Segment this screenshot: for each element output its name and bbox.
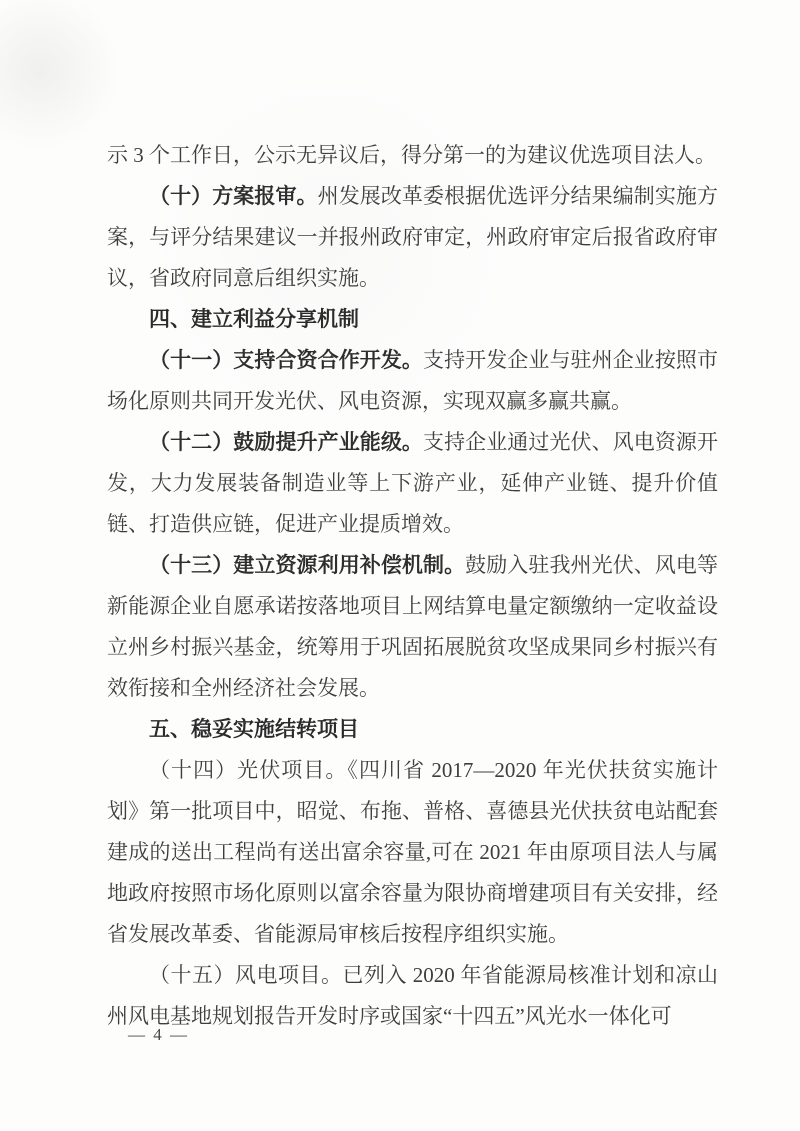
paragraph-text: 州发展改革委根据优选评分结果编制实施方案，与评分结果建议一并报州政府审定，州政府审定后报省政府审议，省政府同意后组织实施。 <box>107 184 719 290</box>
section-heading-5: 五、稳妥实施结转项目 <box>149 718 359 741</box>
paragraph-carryover: 示 3 个工作日，公示无异议后，得分第一的为建议优选项目法人。 <box>107 143 716 167</box>
paragraph-item-14 <box>107 750 718 955</box>
paragraph-lead: （十三）建立资源利用补偿机制。 <box>149 554 466 577</box>
paragraph-text: 已列入 2020 年省能源局核准计划和凉山州风电基地规划报告开发时序或国家“十四五”风光水一体化可 <box>107 963 718 1028</box>
paragraph-item-15 <box>107 955 718 1037</box>
document-body <box>107 135 718 1037</box>
paragraph-item-10 <box>107 176 718 299</box>
paragraph-item-13 <box>107 545 718 709</box>
paragraph-item-11 <box>107 340 718 422</box>
section-heading-4: 四、建立利益分享机制 <box>149 308 359 331</box>
paragraph-lead: （十）方案报审。 <box>149 185 318 208</box>
paragraph-lead: （十五）风电项目。 <box>149 963 343 987</box>
page-number: — 4 — <box>128 1025 189 1044</box>
paragraph-text: 支持开发企业与驻州企业按照市场化原则共同开发光伏、风电资源，实现双赢多赢共赢。 <box>107 348 718 413</box>
paragraph-lead: （十二）鼓励提升产业能级。 <box>149 431 423 454</box>
paragraph-lead: （十四）光伏项目。 <box>149 758 348 782</box>
paragraph-lead: （十一）支持合资合作开发。 <box>149 349 423 372</box>
paragraph-item-12 <box>107 422 718 545</box>
paragraph-text: 《四川省 2017—2020 年光伏扶贫实施计划》第一批项目中，昭觉、布拖、普格、喜德县光伏扶贫电站配套建成的送出工程尚有送出富余容量,可在 2021 年由原项目法人与属地政府按照市场化原则以富余容量为限协商增建项目有关安排，经省发展改革委、省能源局审核后按程序组织实施。 <box>107 758 719 946</box>
paragraph-text: 支持企业通过光伏、风电资源开发，大力发展装备制造业等上下游产业，延伸产业链、提升价值链、打造供应链，促进产业提质增效。 <box>107 430 718 536</box>
paragraph-text: 鼓励入驻我州光伏、风电等新能源企业自愿承诺按落地项目上网结算电量定额缴纳一定收益设立州乡村振兴基金，统筹用于巩固拓展脱贫攻坚成果同乡村振兴有效衔接和全州经济社会发展。 <box>107 553 719 700</box>
